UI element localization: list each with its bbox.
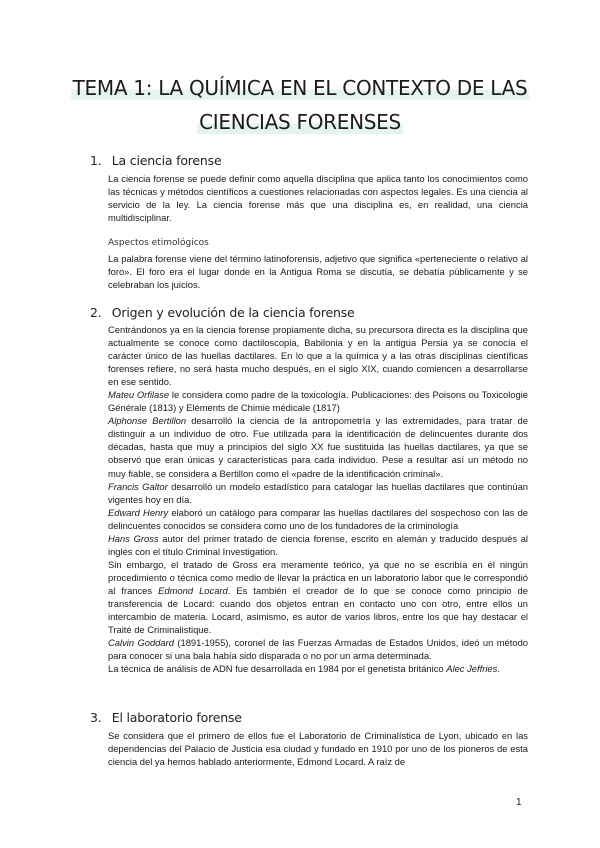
section-3-paragraph (108, 729, 528, 768)
section-2-title: Origen y evolución de la ciencia forense (111, 305, 355, 320)
section-3-heading (90, 710, 242, 725)
entry-bertillon (108, 414, 528, 479)
section-1-heading (90, 153, 221, 168)
etymology-subheading: Aspectos etimológicos (108, 238, 209, 248)
entry-orfila-name: Mateu Orfilase (108, 389, 170, 401)
title-line-1: TEMA 1: LA QUÍMICA EN EL CONTEXTO DE LAS (72, 76, 528, 100)
etymology-text: La palabra forense viene del término latinoforensis, adjetivo que significa «perteneciente o relativo al foro». El foro era el lugar donde en la Antigua Roma se discutía, se debatía públicamente y se celebraban los juicios. (108, 253, 528, 291)
entry-henry (108, 506, 528, 532)
adn-name: Alec Jeffries (446, 663, 498, 675)
entry-orfila-text: le considera como padre de la toxicología. Publicaciones: des Poisons ou Toxicologie Générale (1813) y Eléments de Chimie médicale (1817) (108, 389, 528, 414)
locard-text-before: Sin embargo, el tratado de Gross era meramente teórico, ya que no se escribía en él ningún procedimiento o técnica como medio de llevar la práctica en un laboratorio labor que le correspondió al frances (108, 558, 528, 596)
title-line-2: CIENCIAS FORENSES (199, 110, 401, 134)
section-1-title: La ciencia forense (111, 153, 222, 168)
entry-gross-name: Hans Gross (108, 532, 159, 544)
section-3-text: Se considera que el primero de ellos fue el Laboratorio de Criminalística de Lyon, ubicado en las dependencias del Palacio de Justicia esa ciudad y fundado en 1910 por uno de los pioneros de esta ciencia del ya hemos hablado anteriormente, Edmond Locard. A raíz de (108, 730, 528, 768)
section-1-paragraph (108, 172, 528, 224)
locard-name: Edmond Locard (158, 584, 228, 596)
locard-text-after: . Es también el creador de lo que se conoce como principio de transferencia de Locard: cuando dos objetos entran en contacto uno con otro, entre ellos un intercambio de materia. Locard, asimismo, es autor de varios libros, entre los que hay destacar el Traité de Criminalistique. (108, 584, 528, 636)
goddard-paragraph (108, 636, 528, 662)
goddard-name: Calvin Goddard (108, 637, 174, 649)
entry-orfila (108, 388, 528, 414)
adn-paragraph (108, 662, 528, 675)
section-1-number: 1. (90, 153, 102, 168)
entry-galton-name: Francis Galtor (108, 480, 168, 492)
entry-bertillon-text: desarrolló la ciencia de la antropometría y las extremidades, para tratar de distinguir a un individuo de otro. Fue utilizada para la identificación de delincuentes durante dos décadas, hasta que muy a principios del siglo XX fue sustituida las huellas dactilares, ya que se observó que eran únicas y características para cada individuo. Pese a resultar así un método no muy fiable, se considera a Bertillon como el «padre de la identificación criminal». (108, 415, 528, 479)
adn-text-after: . (497, 663, 500, 675)
document-title (60, 74, 540, 142)
entry-galton-text: desarrolló un modelo estadístico para catalogar las huellas dactilares que continúan vigentes hoy en día. (108, 480, 528, 505)
page-number: 1 (516, 797, 522, 808)
section-3-number: 3. (90, 710, 102, 725)
adn-text-before: La técnica de análisis de ADN fue desarrollada en 1984 por el genetista británico (108, 663, 447, 675)
entry-gross (108, 532, 528, 558)
section-2-number: 2. (90, 305, 102, 320)
entry-gross-text: autor del primer tratado de ciencia forense, escrito en alemán y traducido después al inglés con el título Criminal Investigation. (108, 532, 528, 557)
entry-henry-text: elaboró un catálogo para comparar las huellas dactilares del sospechoso con las de delincuentes conocidos se considera como uno de los fundadores de la criminología (108, 506, 528, 531)
section-3-title: El laboratorio forense (111, 710, 242, 725)
section-2-body (108, 323, 528, 675)
entry-galton (108, 480, 528, 506)
etymology-paragraph (108, 252, 528, 291)
goddard-text: (1891-1955), coronel de las Fuerzas Armadas de Estados Unidos, ideó un método para conocer si una bala había sido disparada o no por un arma determinada. (108, 637, 529, 662)
locard-paragraph (108, 558, 528, 636)
section-1-text: La ciencia forense se puede definir como aquella disciplina que aplica tanto los conocimientos como las técnicas y métodos científicos a cuestiones relacionadas con aspectos legales. Es una ciencia al servicio de la ley. La ciencia forense más que una disciplina es, en realidad, una ciencia multidisciplinar. (108, 173, 528, 224)
entry-henry-name: Edward Henry (108, 506, 169, 518)
section-2-heading (90, 305, 355, 320)
origin-intro: Centrándonos ya en la ciencia forense propiamente dicha, su precursora directa es la disciplina que actualmente se conoce como dactiloscopia, Babilonia y en la antigua Persia ya se conocía el carácter único de las huellas dactilares. En lo que a la química y a las otras disciplinas científicas forenses refiere, no será hasta mucho después, en el siglo XIX, cuando comiencen a desarrollarse en ese sentido. (108, 324, 528, 388)
entry-bertillon-name: Alphonse Bertillon (108, 415, 187, 427)
